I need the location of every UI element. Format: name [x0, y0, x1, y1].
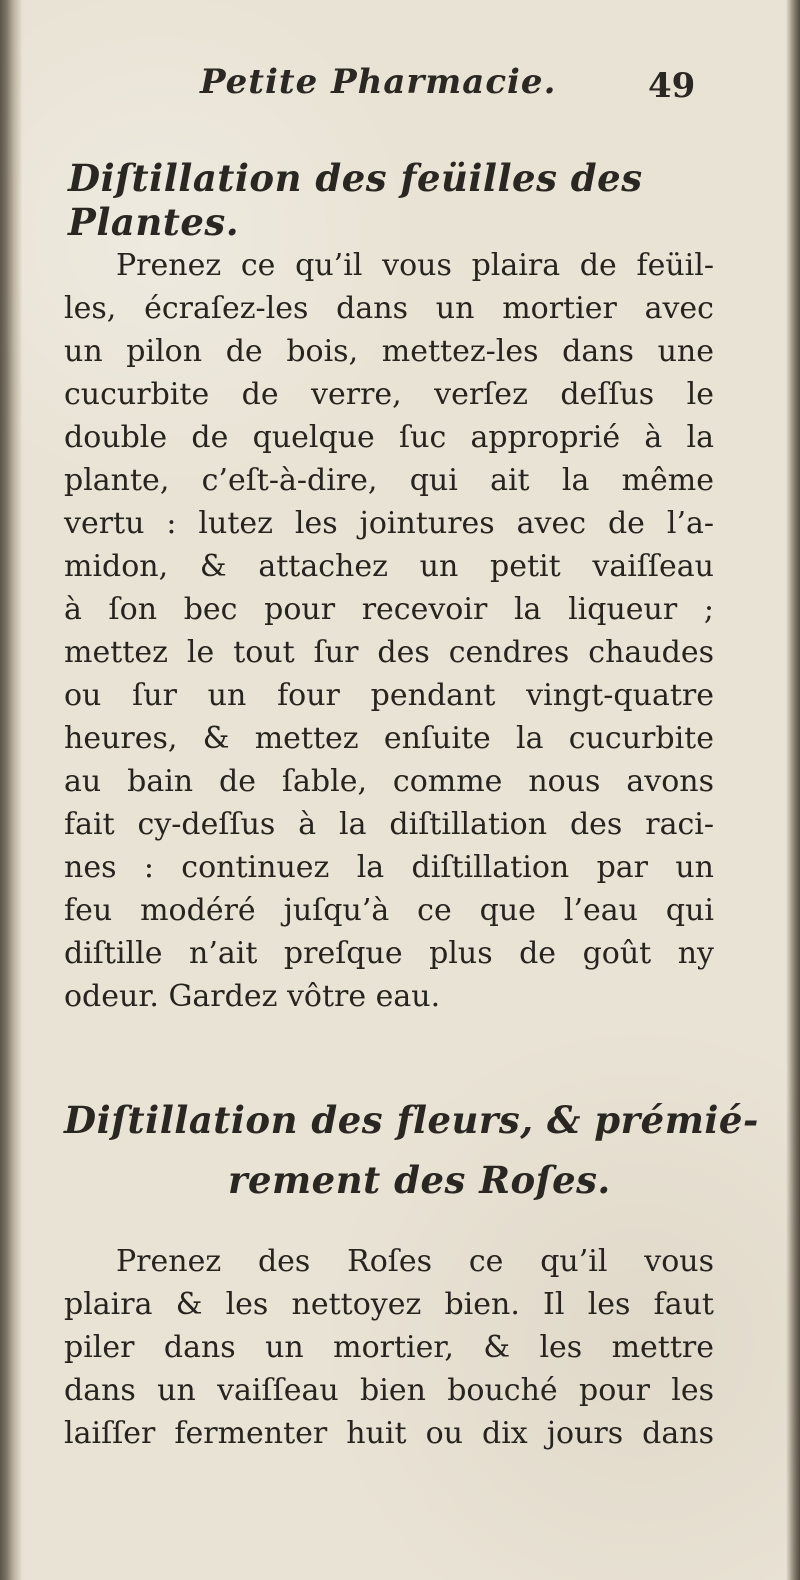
text-line: plante, c’eſt-à-dire, qui ait la même — [64, 463, 714, 498]
text-line: plaira & les nettoyez bien. Il les faut — [64, 1287, 714, 1322]
text-line: double de quelque ſuc approprié à la — [64, 420, 714, 455]
text-line: un pilon de bois, mettez-les dans une — [64, 334, 714, 369]
text-line: ou ſur un four pendant vingt-quatre — [64, 678, 714, 713]
page-binding-edge — [0, 0, 22, 1580]
section-heading-feuilles: Diſtillation des feüilles des Plantes. — [68, 156, 643, 244]
text-line: au bain de ſable, comme nous avons — [64, 764, 714, 799]
text-line: odeur. Gardez vôtre eau. — [64, 979, 441, 1014]
text-line: nes : continuez la diſtillation par un — [64, 850, 714, 885]
paragraph-roses — [64, 1240, 714, 1455]
text-line: midon, & attachez un petit vaiſſeau — [64, 549, 714, 584]
running-title: Petite Pharmacie. — [200, 62, 557, 102]
section-heading-fleurs-line-1: Diſtillation des fleurs, & prémié- — [64, 1098, 759, 1142]
text-line: laiſſer fermenter huit ou dix jours dans — [64, 1416, 714, 1451]
text-line: fait cy-deſſus à la diſtillation des raci- — [64, 807, 714, 842]
page-header — [0, 62, 800, 122]
text-line: piler dans un mortier, & les mettre — [64, 1330, 714, 1365]
text-line: vertu : lutez les jointures avec de l’a- — [64, 506, 714, 541]
text-line: les, écraſez-les dans un mortier avec — [64, 291, 714, 326]
paragraph-feuilles — [64, 244, 714, 1018]
text-line: feu modéré juſqu’à ce que l’eau qui — [64, 893, 714, 928]
text-line: diſtille n’ait preſque plus de goût ny — [64, 936, 714, 971]
section-heading-fleurs-line-2: rement des Roſes. — [228, 1158, 611, 1202]
page-number: 49 — [648, 66, 696, 106]
text-line: dans un vaiſſeau bien bouché pour les — [64, 1373, 714, 1408]
text-line: mettez le tout ſur des cendres chaudes — [64, 635, 714, 670]
text-line: Prenez des Roſes ce qu’il vous — [116, 1244, 714, 1279]
text-line: à ſon bec pour recevoir la liqueur ; — [64, 592, 714, 627]
text-line: heures, & mettez enſuite la cucurbite — [64, 721, 714, 756]
text-line: Prenez ce qu’il vous plaira de feüil- — [116, 248, 714, 283]
text-line: cucurbite de verre, verſez deſſus le — [64, 377, 714, 412]
